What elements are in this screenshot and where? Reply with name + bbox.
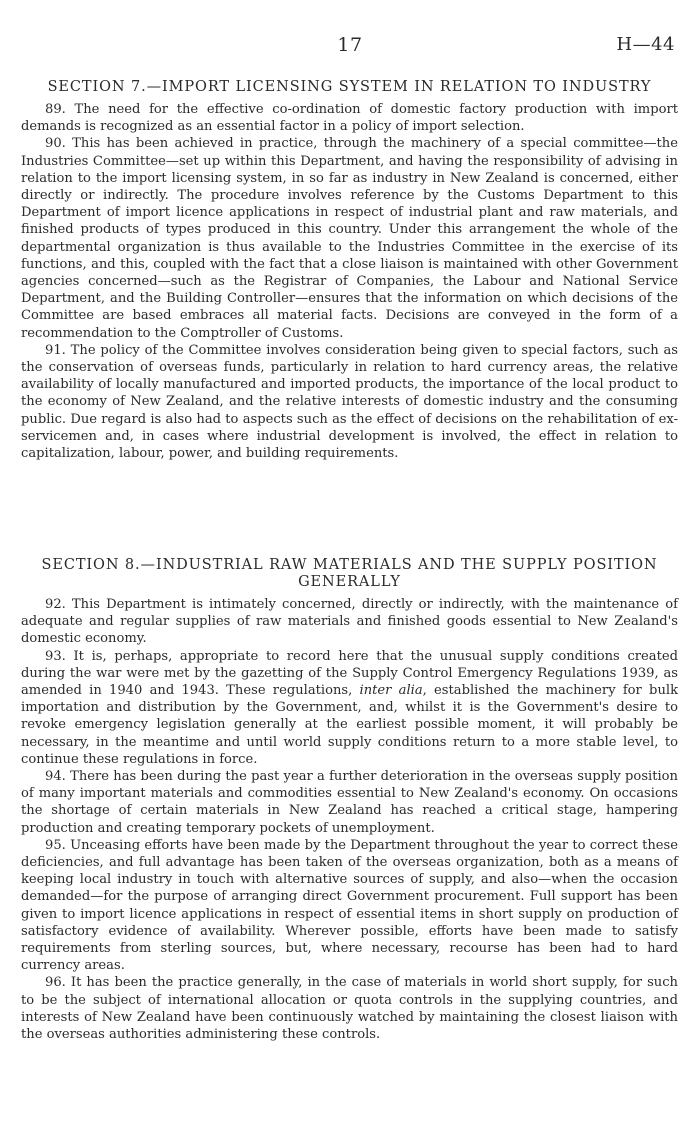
paragraph-93-italic-phrase: inter alia [359, 683, 423, 699]
paragraph-90: 90. This has been achieved in practice, through the machinery of a special committee—the Industries Committee—set up within this Department, and having the responsibility of advising in relation to the import licensing system, in so far as industry in New Zealand is concerned, either directly or indirectly. The procedure involves reference by the Customs Department to this Department of import licence applications in respect of industrial plant and raw materials, and finished products of types produced in this country. Under this arrangement the whole of the departmental organization is thus available to the Industries Committee in the exercise of its functions, and this, coupled with the fact that a close liaison is maintained with other Government agencies concerned—such as the Registrar of Companies, the Labour and National Service Department, and the Building Controller—ensures that the information on which decisions of the Committee are based embraces all material facts. Decisions are conveyed in the form of a recommendation to the Comptroller of Customs. [21, 136, 678, 341]
paragraph-95: 95. Unceasing efforts have been made by the Department throughout the year to correct these deficiencies, and full advantage has been taken of the overseas organization, both as a means of keeping local industry in touch with alternative sources of supply, and also—when the occasion demanded—for the purpose of arranging direct Government procurement. Full support has been given to import licence applications in respect of essential items in short supply on production of satisfactory evidence of availability. Wherever possible, efforts have been made to satisfy requirements from sterling sources, but, where necessary, recourse has been had to hard currency areas. [21, 837, 678, 974]
paragraph-92: 92. This Department is intimately concerned, directly or indirectly, with the maintenance of adequate and regular supplies of raw materials and finished goods essential to New Zealand's domestic economy. [21, 597, 678, 647]
section-7 [21, 79, 678, 462]
section-heading: SECTION 7.—IMPORT LICENSING SYSTEM IN RELATION TO INDUSTRY [47, 79, 652, 95]
paragraph-93-text-start: 93. It is, perhaps, appropriate to record here that the unusual supply conditions created during the war were met by the gazetting of the Supply Control Emergency Regulations 1939, as amended in 1940 and 1943. These regulations, [21, 648, 678, 699]
paragraph-96: 96. It has been the practice generally, in the case of materials in world short supply, for such to be the subject of international allocation or quota controls in the supplying countries, and interests of New Zealand have been continuously watched by maintaining the closest liaison with the overseas authorities administering these controls. [21, 975, 678, 1043]
paragraph-94: 94. There has been during the past year a further deterioration in the overseas supply position of many important materials and commodities essential to New Zealand's economy. On occasions the shortage of certain materials in New Zealand has reached a critical stage, hampering production and creating temporary pockets of unemployment. [21, 769, 678, 836]
section-heading: SECTION 8.—INDUSTRIAL RAW MATERIALS AND THE SUPPLY POSITION GENERALLY [41, 557, 658, 590]
paragraph-89: 89. The need for the effective co-ordination of domestic factory production with import demands is recognized as an essential factor in a policy of import selection. [21, 102, 678, 135]
paragraph-93 [21, 648, 678, 768]
paragraph-93-text-end: , established the machinery for bulk importation and distribution by the Government, and, whilst it is the Government's desire to revoke emergency legislation generally at the earliest possible moment, it will probably be necessary, in the meantime and until world supply conditions return to a more stable level, to continue these regulations in force. [21, 683, 678, 767]
paragraph-91: 91. The policy of the Committee involves consideration being given to special factors, such as the conservation of overseas funds, particularly in relation to hard currency areas, the relative availability of locally manufactured and imported products, the importance of the local product to the economy of New Zealand, and the relative interests of domestic industry and the consuming public. Due regard is also had to aspects such as the effect of decisions on the rehabilitation of ex-servicemen and, in cases where industrial development is involved, the effect in relation to capitalization, labour, power, and building requirements. [21, 342, 678, 462]
document-code: H—44 [616, 34, 675, 55]
section-8 [21, 557, 678, 1043]
page-number: 17 [337, 34, 363, 56]
